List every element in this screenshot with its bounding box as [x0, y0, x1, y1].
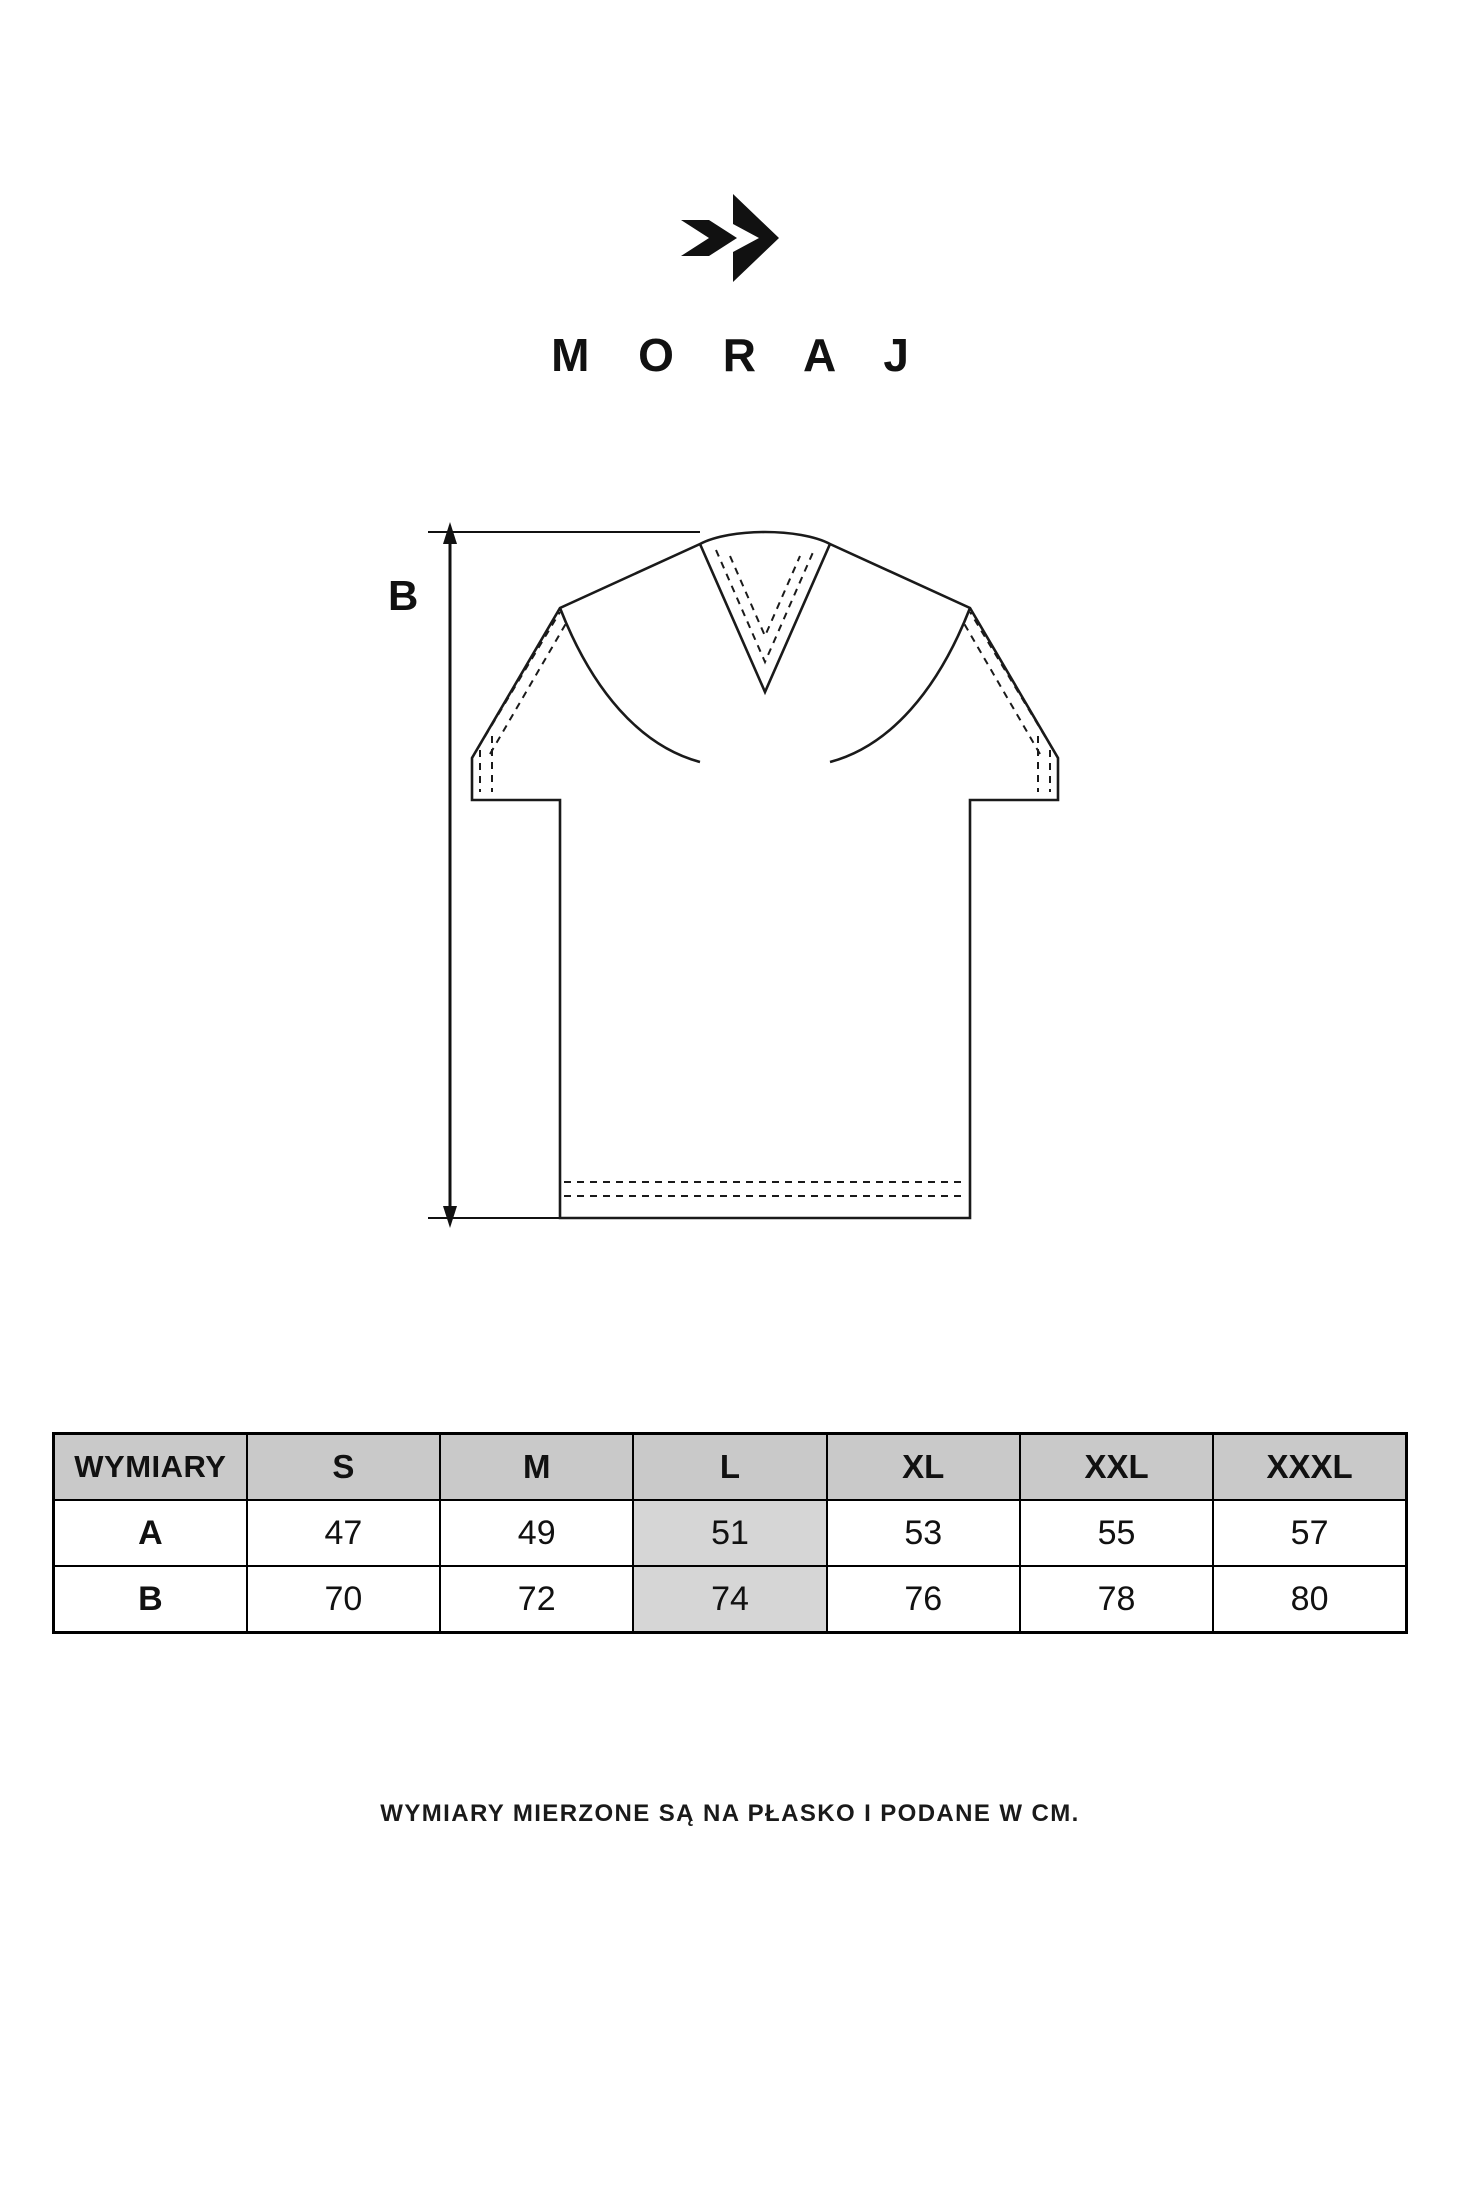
- cell-b-xxl: 78: [1020, 1566, 1213, 1633]
- table-header-wymiary: WYMIARY: [54, 1434, 247, 1501]
- moraj-logo-icon: [675, 190, 785, 286]
- size-table-wrapper: [52, 1432, 1408, 1634]
- garment-diagram: [0, 500, 1460, 1320]
- table-row: [54, 1566, 1407, 1633]
- cell-b-xxxl: 80: [1213, 1566, 1406, 1633]
- tshirt-outline: [472, 532, 1058, 1218]
- table-row: [54, 1500, 1407, 1566]
- table-header-size-xxl: XXL: [1020, 1434, 1213, 1501]
- cell-a-m: 49: [440, 1500, 633, 1566]
- brand-name: M O R A J: [551, 329, 927, 381]
- measurement-note: WYMIARY MIERZONE SĄ NA PŁASKO I PODANE W CM.: [380, 1800, 1080, 1827]
- cell-a-l: 51: [633, 1500, 826, 1566]
- table-header-size-xl: XL: [827, 1434, 1020, 1501]
- cell-b-m: 72: [440, 1566, 633, 1633]
- size-table: [52, 1432, 1408, 1634]
- table-header-size-m: M: [440, 1434, 633, 1501]
- cell-a-xl: 53: [827, 1500, 1020, 1566]
- cell-a-s: 47: [247, 1500, 440, 1566]
- cell-a-xxl: 55: [1020, 1500, 1213, 1566]
- table-header-size-l: L: [633, 1434, 826, 1501]
- cell-a-xxxl: 57: [1213, 1500, 1406, 1566]
- table-header-size-xxxl: XXXL: [1213, 1434, 1406, 1501]
- cell-b-s: 70: [247, 1566, 440, 1633]
- row-label-b: B: [54, 1566, 247, 1633]
- cell-b-xl: 76: [827, 1566, 1020, 1633]
- table-header-size-s: S: [247, 1434, 440, 1501]
- tshirt-technical-drawing: [140, 500, 1320, 1300]
- dimension-label-b: B: [388, 572, 419, 619]
- table-header-row: [54, 1434, 1407, 1501]
- cell-b-l: 74: [633, 1566, 826, 1633]
- brand-header: [0, 190, 1460, 382]
- row-label-a: A: [54, 1500, 247, 1566]
